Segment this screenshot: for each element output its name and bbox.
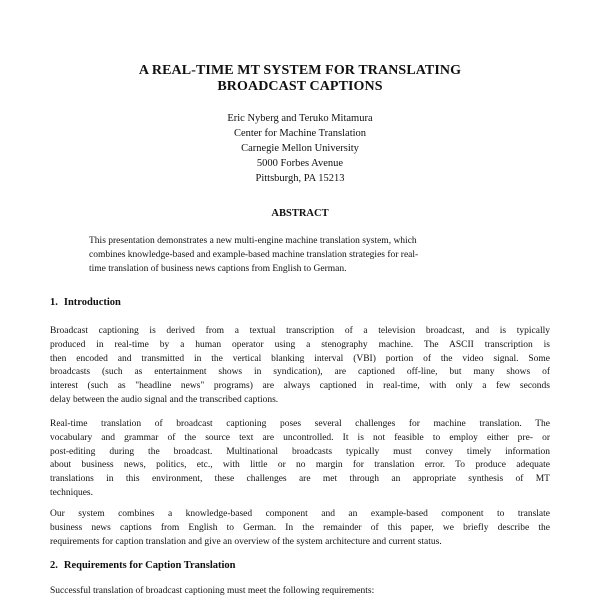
paragraph-line: delay between the audio signal and the transcribed captions.	[50, 394, 279, 405]
paragraph-line: produced in real-time by a human operator using a stenography machine. The ASCII transcription is	[50, 339, 550, 350]
author-university: Carnegie Mellon University	[241, 143, 359, 154]
section-1-paragraph-2	[50, 418, 550, 501]
paragraph-line: Real-time translation of broadcast captioning poses several challenges for machine translation. The	[50, 419, 550, 429]
section-1-number: 1.	[50, 297, 58, 308]
paragraph-line: business news captions from English to German. In the remainder of this paper, we briefly describe the	[50, 522, 550, 533]
paragraph-line: Successful translation of broadcast captioning must meet the following requirements:	[50, 586, 375, 596]
abstract-line: time translation of business news captions from English to German.	[89, 263, 347, 274]
section-1-heading	[50, 296, 121, 310]
author-names: Eric Nyberg and Teruko Mitamura	[227, 113, 373, 124]
author-city: Pittsburgh, PA 15213	[255, 173, 345, 184]
paragraph-line: about business news, politics, etc., with little or no margin for translation error. To produce adequate	[50, 460, 550, 471]
paragraph-line: then encoded and transmitted in the vertical blanking interval (VBI) portion of the video signal. Some	[50, 353, 550, 364]
abstract-line: This presentation demonstrates a new multi-engine machine translation system, which	[89, 236, 417, 246]
abstract-heading: ABSTRACT	[271, 208, 329, 219]
paragraph-line: vocabulary and grammar of the source text are uncontrolled. It is not feasible to employ either pre- or	[50, 432, 550, 443]
section-2-number: 2.	[50, 560, 58, 571]
section-2-heading	[50, 559, 235, 573]
paragraph-line: Broadcast captioning is derived from a textual transcription of a television broadcast, and is typically	[50, 326, 550, 336]
section-1-paragraph-1	[50, 325, 550, 408]
author-affiliation: Center for Machine Translation	[233, 128, 367, 139]
paragraph-line: Our system combines a knowledge-based component and an example-based component to translate	[50, 509, 550, 519]
abstract-body	[89, 235, 511, 276]
paragraph-line: techniques.	[50, 487, 94, 498]
paper-title	[0, 63, 600, 95]
paragraph-line: requirements for caption translation and give an overview of the system architecture and current status.	[50, 536, 442, 547]
title-line-1: A REAL-TIME MT SYSTEM FOR TRANSLATING	[138, 63, 462, 78]
paragraph-line: post-editing during the broadcast. Multinational broadcasts typically must convey timely information	[50, 446, 550, 457]
section-2-paragraph-1	[50, 585, 550, 599]
section-2-title: Requirements for Caption Translation	[63, 560, 236, 571]
paragraph-line: translations in this environment, these challenges are met through an appropriate synthesis of MT	[50, 474, 550, 485]
paragraph-line: broadcasts (such as entertainment shows in syndication), are captioned off-line, but many shows of	[50, 367, 550, 378]
section-1-title: Introduction	[63, 297, 121, 308]
paragraph-line: interest (such as "headline news" programs) are always captioned in real-time, with only a few seconds	[50, 381, 550, 392]
title-line-2: BROADCAST CAPTIONS	[217, 79, 383, 94]
section-1-paragraph-3	[50, 508, 550, 549]
abstract-line: combines knowledge-based and example-based machine translation strategies for real-	[89, 249, 419, 260]
author-block	[0, 111, 600, 186]
author-street: 5000 Forbes Avenue	[256, 158, 344, 169]
